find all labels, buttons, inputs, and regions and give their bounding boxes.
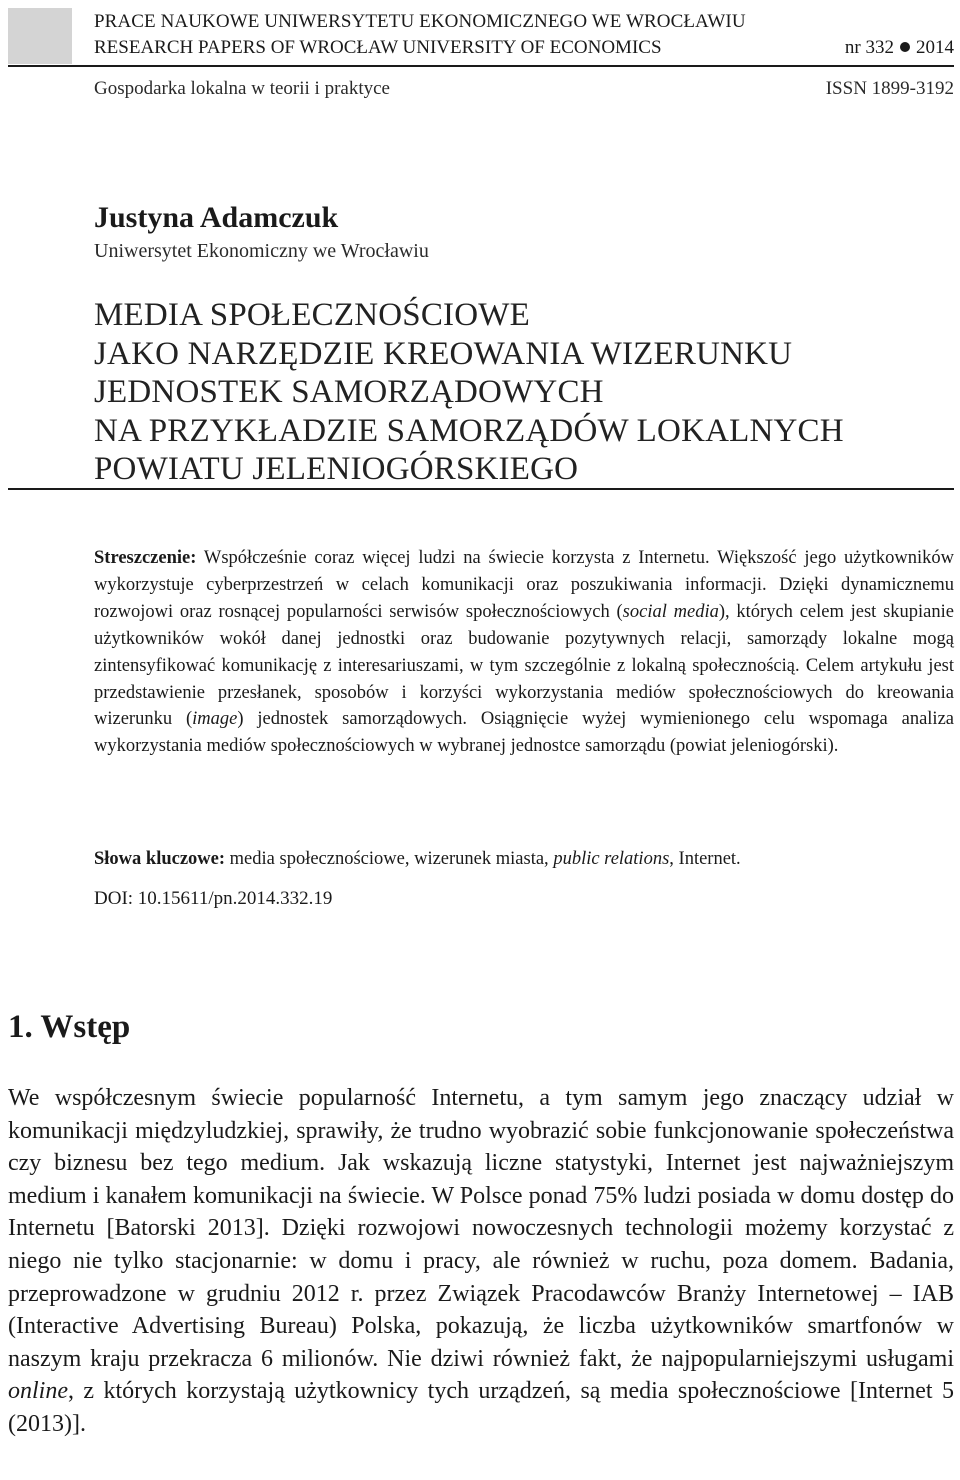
abstract-text: ), których celem jest skupianie użytkowników wokół danej jednostki oraz budowanie pozytywnych relacji, samorządy lokalne mogą zintensyfikować komunikację z interesariuszami, w tym szczególnie z lokalną społecznością. Celem artykułu jest przedstawienie przesłanek, sposobów i korzyści wykorzystania mediów społecznościowych do kreowania wizerunku ( <box>94 601 954 730</box>
abstract-label: Streszczenie: <box>94 548 197 568</box>
body-italic: online <box>8 1378 68 1405</box>
abstract-text: Współcześnie coraz więcej ludzi na świecie korzysta z Internetu. Większość jego użytkowników wykorzystuje cyberprzestrzeń w celach komunikacji oraz poszukiwania informacji. Dzięki dynamicznemu rozwojowi oraz rosnącej popularności serwisów społecznościowych ( <box>94 548 954 622</box>
issue-year: 2014 <box>916 37 954 58</box>
doi: DOI: 10.15611/pn.2014.332.19 <box>94 888 333 909</box>
body-text: We współczesnym świecie popularność Internetu, a tym samym jego znaczący udział w komunikacji międzyludzkiej, sprawiły, że trudno wyobrazić sobie funkcjonowanie społeczeństwa czy biznesu bez tego medium. Jak wskazują liczne statystyki, Internet jest najważniejszym medium i kanałem komunikacji na świecie. W Polsce ponad 75% ludzi posiada w domu dostęp do Internetu [Batorski 2013]. Dzięki rozwojowi nowoczesnych technologii możemy korzystać z niego nie tylko stacjonarnie: w domu i pracy, ale również w ruchu, poza domem. Badania, przeprowadzone w grudniu 2012 r. przez Związek Pracodawców Branży Internetowej – IAB (Interactive Advertising Bureau) Polska, pokazują, że liczba użytkowników smartfonów w naszym kraju przekracza 6 milionów. Nie dziwi również fakt, że najpopularniejszymi usługami <box>8 1085 954 1372</box>
header-rule <box>8 65 954 67</box>
section-heading: 1. Wstęp <box>8 1009 131 1045</box>
title-line: NA PRZYKŁADZIE SAMORZĄDÓW LOKALNYCH <box>94 412 844 449</box>
abstract <box>94 545 954 760</box>
body-text: , z których korzystają użytkownicy tych urządzeń, są media społecznościowe [Internet 5 (2013)]. <box>8 1378 954 1437</box>
body-paragraph <box>8 1082 954 1441</box>
volume-row <box>94 78 954 100</box>
journal-title-en-row <box>94 37 954 59</box>
abstract-italic: image <box>192 709 238 730</box>
bullet-icon <box>900 42 910 52</box>
keywords <box>94 846 954 872</box>
journal-title-en: RESEARCH PAPERS OF WROCŁAW UNIVERSITY OF ECONOMICS <box>94 37 662 58</box>
title-line: JAKO NARZĘDZIE KREOWANIA WIZERUNKU <box>94 335 793 372</box>
journal-title-pl: PRACE NAUKOWE UNIWERSYTETU EKONOMICZNEGO WE WROCŁAWIU <box>94 11 746 32</box>
abstract-italic: social media <box>622 601 719 622</box>
issn: ISSN 1899-3192 <box>825 78 954 99</box>
title-line: POWIATU JELENIOGÓRSKIEGO <box>94 451 579 487</box>
author-name: Justyna Adamczuk <box>94 201 339 234</box>
issue-info <box>845 37 954 59</box>
title-rule <box>8 488 954 490</box>
author-affiliation: Uniwersytet Ekonomiczny we Wrocławiu <box>94 240 429 262</box>
title-line: MEDIA SPOŁECZNOŚCIOWE <box>94 297 530 333</box>
article-title <box>94 296 844 489</box>
keywords-text: , Internet. <box>669 849 741 869</box>
issue-number: nr 332 <box>844 37 894 58</box>
keywords-text: media społecznościowe, wizerunek miasta, <box>225 849 554 869</box>
abstract-text: ) jednostek samorządowych. Osiągnięcie wyżej wymienionego celu wspomaga analiza wykorzystania mediów społecznościowych w wybranej jednostce samorządu (powiat jeleniogórski). <box>94 709 954 757</box>
title-line: JEDNOSTEK SAMORZĄDOWYCH <box>94 374 604 410</box>
keywords-label: Słowa kluczowe: <box>94 849 226 869</box>
keywords-italic: public relations <box>553 849 670 869</box>
volume-title: Gospodarka lokalna w teorii i praktyce <box>94 78 390 99</box>
header-gray-block <box>8 8 72 64</box>
